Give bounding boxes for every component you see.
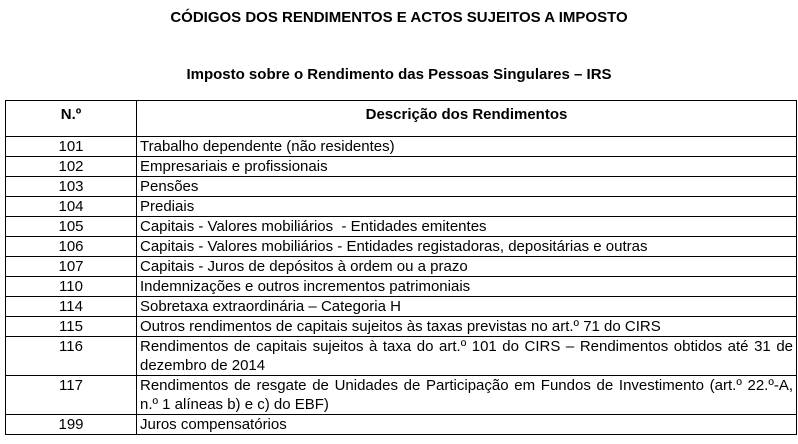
table-row — [6, 257, 797, 277]
row-code: 104 — [6, 197, 137, 217]
table-row — [6, 237, 797, 257]
row-description: Indemnizações e outros incrementos patrimoniais — [137, 277, 797, 297]
row-code: 114 — [6, 297, 137, 317]
income-codes-table — [5, 100, 797, 435]
row-code: 199 — [6, 415, 137, 435]
table-row — [6, 177, 797, 197]
row-description: Trabalho dependente (não residentes) — [137, 137, 797, 157]
table-row — [6, 376, 797, 415]
row-description: Rendimentos de capitais sujeitos à taxa do art.º 101 do CIRS – Rendimentos obtidos até 31 de dezembro de 2014 — [137, 337, 797, 376]
table-row — [6, 297, 797, 317]
row-code: 103 — [6, 177, 137, 197]
row-description: Capitais - Juros de depósitos à ordem ou a prazo — [137, 257, 797, 277]
row-description: Outros rendimentos de capitais sujeitos às taxas previstas no art.º 71 do CIRS — [137, 317, 797, 337]
row-description: Capitais - Valores mobiliários - Entidades emitentes — [137, 217, 797, 237]
row-code: 117 — [6, 376, 137, 415]
table-row — [6, 217, 797, 237]
row-description: Sobretaxa extraordinária – Categoria H — [137, 297, 797, 317]
table-row — [6, 277, 797, 297]
row-code: 115 — [6, 317, 137, 337]
row-code: 101 — [6, 137, 137, 157]
table-row — [6, 157, 797, 177]
page-subtitle: Imposto sobre o Rendimento das Pessoas Singulares – IRS — [186, 66, 612, 83]
row-code: 116 — [6, 337, 137, 376]
row-code: 110 — [6, 277, 137, 297]
table-row — [6, 337, 797, 376]
row-code: 106 — [6, 237, 137, 257]
table-row — [6, 415, 797, 435]
page-title: CÓDIGOS DOS RENDIMENTOS E ACTOS SUJEITOS A IMPOSTO — [170, 9, 628, 26]
row-description: Prediais — [137, 197, 797, 217]
row-description: Empresariais e profissionais — [137, 157, 797, 177]
row-code: 102 — [6, 157, 137, 177]
table-row — [6, 197, 797, 217]
row-description: Juros compensatórios — [137, 415, 797, 435]
row-description: Rendimentos de resgate de Unidades de Participação em Fundos de Investimento (art.º 22.º-A, n.º 1 alíneas b) e c) do EBF) — [137, 376, 797, 415]
table-header-row — [6, 101, 797, 137]
row-code: 107 — [6, 257, 137, 277]
column-header-description: Descrição dos Rendimentos — [137, 101, 797, 137]
row-code: 105 — [6, 217, 137, 237]
table-row — [6, 317, 797, 337]
row-description: Pensões — [137, 177, 797, 197]
column-header-number: N.º — [6, 101, 137, 137]
table-row — [6, 137, 797, 157]
row-description: Capitais - Valores mobiliários - Entidades registadoras, depositárias e outras — [137, 237, 797, 257]
